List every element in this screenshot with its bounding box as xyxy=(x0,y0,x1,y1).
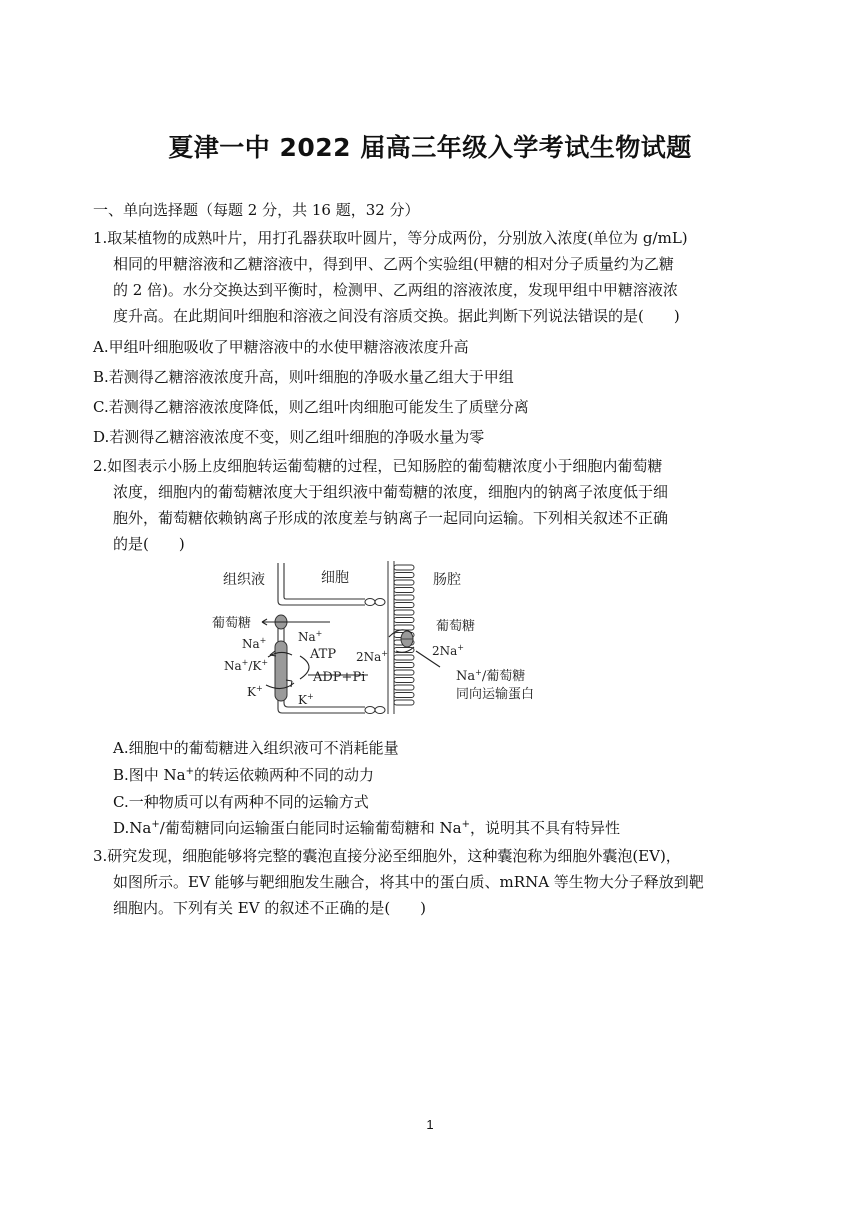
label-glucose-left: 葡萄糖 xyxy=(212,616,252,631)
microvillus xyxy=(394,625,414,630)
q2-stem-line: 2.如图表示小肠上皮细胞转运葡萄糖的过程，已知肠腔的葡萄糖浓度小于细胞内葡萄糖 xyxy=(93,457,663,475)
section-heading: 一、单向选择题（每题 2 分，共 16 题，32 分） xyxy=(93,201,420,219)
q1-option-c: C.若测得乙糖溶液浓度降低，则乙组叶肉细胞可能发生了质壁分离 xyxy=(93,398,529,416)
na-glucose-symporter xyxy=(401,631,413,647)
label-lumen: 肠腔 xyxy=(433,572,461,588)
q2-option-a: A.细胞中的葡萄糖进入组织液可不消耗能量 xyxy=(113,739,399,757)
q2-option-c: C.一种物质可以有两种不同的运输方式 xyxy=(113,793,369,811)
microvillus xyxy=(394,655,414,660)
label-na-out: Na+ xyxy=(242,636,267,651)
label-atp: ATP xyxy=(310,647,337,662)
microvillus xyxy=(394,588,414,593)
label-symporter-line1: Na+/葡萄糖 xyxy=(456,668,526,684)
q1-option-a: A.甲组叶细胞吸收了甲糖溶液中的水使甲糖溶液浓度升高 xyxy=(93,338,469,356)
label-symporter-line2: 同向运输蛋白 xyxy=(456,687,535,702)
atp-arrow xyxy=(300,656,309,679)
tight-junction-top xyxy=(365,599,385,606)
microvillus xyxy=(394,663,414,668)
q1-stem-line: 度升高。在此期间叶细胞和溶液之间没有溶质交换。据此判断下列说法错误的是( ) xyxy=(113,307,680,325)
microvillus xyxy=(394,693,414,698)
q1-option-b: B.若测得乙糖溶液浓度升高，则叶细胞的净吸水量乙组大于甲组 xyxy=(93,368,514,386)
page-number: 1 xyxy=(426,1117,434,1132)
label-glucose-right: 葡萄糖 xyxy=(436,619,476,634)
label-k-out: K+ xyxy=(247,684,263,699)
q2-stem-line: 浓度，细胞内的葡萄糖浓度大于组织液中葡萄糖的浓度，细胞内的钠离子浓度低于细 xyxy=(113,483,669,501)
microvillus xyxy=(394,603,414,608)
microvillus xyxy=(394,580,414,585)
q1-stem-line: 相同的甲糖溶液和乙糖溶液中，得到甲、乙两个实验组(甲糖的相对分子质量约为乙糖 xyxy=(113,255,674,273)
q1-stem-line: 1.取某植物的成熟叶片，用打孔器获取叶圆片，等分成两份，分别放入浓度(单位为 g/mL) xyxy=(93,229,688,247)
q3-stem-line: 3.研究发现，细胞能够将完整的囊泡直接分泌至细胞外，这种囊泡称为细胞外囊泡(EV)， xyxy=(93,847,681,865)
microvillus xyxy=(394,565,414,570)
microvillus xyxy=(394,700,414,705)
tight-junction-bottom xyxy=(365,707,385,714)
na-k-pump xyxy=(275,641,287,701)
label-tissue-fluid: 组织液 xyxy=(223,572,265,588)
q2-stem-line: 胞外，葡萄糖依赖钠离子形成的浓度差与钠离子一起同向运输。下列相关叙述不正确 xyxy=(113,509,669,527)
q2-option-b: B.图中 Na+的转运依赖两种不同的动力 xyxy=(113,766,375,784)
q3-stem-line: 细胞内。下列有关 EV 的叙述不正确的是( ) xyxy=(113,899,427,917)
q3-stem-line: 如图所示。EV 能够与靶细胞发生融合，将其中的蛋白质、mRNA 等生物大分子释放到靶 xyxy=(113,873,704,891)
q2-stem-line: 的是( ) xyxy=(113,535,185,553)
microvillus xyxy=(394,610,414,615)
q1-option-d: D.若测得乙糖溶液浓度不变，则乙组叶细胞的净吸水量为零 xyxy=(93,428,485,446)
label-cell: 细胞 xyxy=(321,570,349,586)
label-na-in: Na+ xyxy=(298,629,323,644)
microvillus xyxy=(394,685,414,690)
microvillus xyxy=(394,678,414,683)
microvillus xyxy=(394,670,414,675)
label-adp-pi: ADP+Pi xyxy=(313,670,366,685)
microvillus xyxy=(394,595,414,600)
q2-option-d: D.Na+/葡萄糖同向运输蛋白能同时运输葡萄糖和 Na+，说明其不具有特异性 xyxy=(113,819,621,837)
label-2na-left: 2Na+ xyxy=(356,649,388,664)
label-k-in: K+ xyxy=(298,692,314,707)
microvillus xyxy=(394,573,414,578)
label-na-k: Na+/K+ xyxy=(224,658,269,673)
label-2na-right: 2Na+ xyxy=(432,643,464,658)
q1-stem-line: 的 2 倍)。水分交换达到平衡时，检测甲、乙两组的溶液浓度，发现甲组中甲糖溶液浓 xyxy=(113,281,678,299)
microvillus xyxy=(394,618,414,623)
glucose-transport-diagram xyxy=(200,557,560,727)
exam-title: 夏津一中 2022 届高三年级入学考试生物试题 xyxy=(168,133,692,162)
